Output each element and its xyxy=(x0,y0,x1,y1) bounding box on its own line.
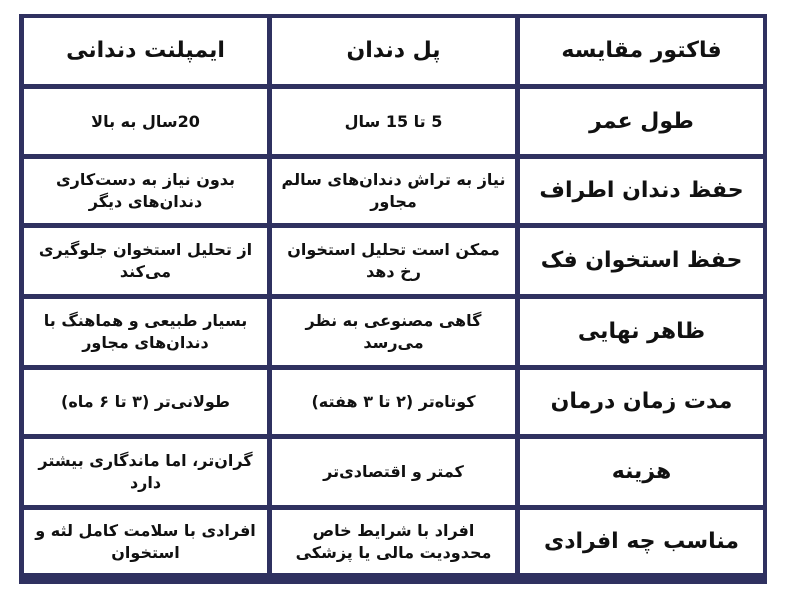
row-bridge-adjacent-teeth: نیاز به تراش دندان‌های سالم مجاور xyxy=(272,159,515,223)
row-bridge-jawbone: ممکن است تحلیل استخوان رخ دهد xyxy=(272,228,515,294)
row-implant-lifespan: 20سال به بالا xyxy=(24,89,267,154)
row-implant-suitable-for: افرادی با سلامت کامل لثه و استخوان xyxy=(24,510,267,573)
row-implant-treatment-time: طولانی‌تر (۳ تا ۶ ماه) xyxy=(24,370,267,434)
row-bridge-lifespan: 5 تا 15 سال xyxy=(272,89,515,154)
row-factor-treatment-time: مدت زمان درمان xyxy=(520,370,763,434)
comparison-table xyxy=(19,14,767,584)
row-implant-jawbone: از تحلیل استخوان جلوگیری می‌کند xyxy=(24,228,267,294)
row-factor-lifespan: طول عمر xyxy=(520,89,763,154)
row-implant-appearance: بسیار طبیعی و هماهنگ با دندان‌های مجاور xyxy=(24,299,267,365)
row-bridge-cost: کمتر و اقتصادی‌تر xyxy=(272,439,515,505)
row-implant-adjacent-teeth: بدون نیاز به دست‌کاری دندان‌های دیگر xyxy=(24,159,267,223)
row-factor-jawbone: حفظ استخوان فک xyxy=(520,228,763,294)
row-factor-appearance: ظاهر نهایی xyxy=(520,299,763,365)
row-bridge-treatment-time: کوتاه‌تر (۲ تا ۳ هفته) xyxy=(272,370,515,434)
header-bridge: پل دندان xyxy=(272,18,515,84)
row-implant-cost: گران‌تر، اما ماندگاری بیشتر دارد xyxy=(24,439,267,505)
row-bridge-appearance: گاهی مصنوعی به نظر می‌رسد xyxy=(272,299,515,365)
row-factor-cost: هزینه xyxy=(520,439,763,505)
row-factor-suitable-for: مناسب چه افرادی xyxy=(520,510,763,573)
header-factor: فاکتور مقایسه xyxy=(520,18,763,84)
row-bridge-suitable-for: افراد با شرایط خاص محدودیت مالی یا پزشکی xyxy=(272,510,515,573)
header-implant: ایمپلنت دندانی xyxy=(24,18,267,84)
row-factor-adjacent-teeth: حفظ دندان اطراف xyxy=(520,159,763,223)
